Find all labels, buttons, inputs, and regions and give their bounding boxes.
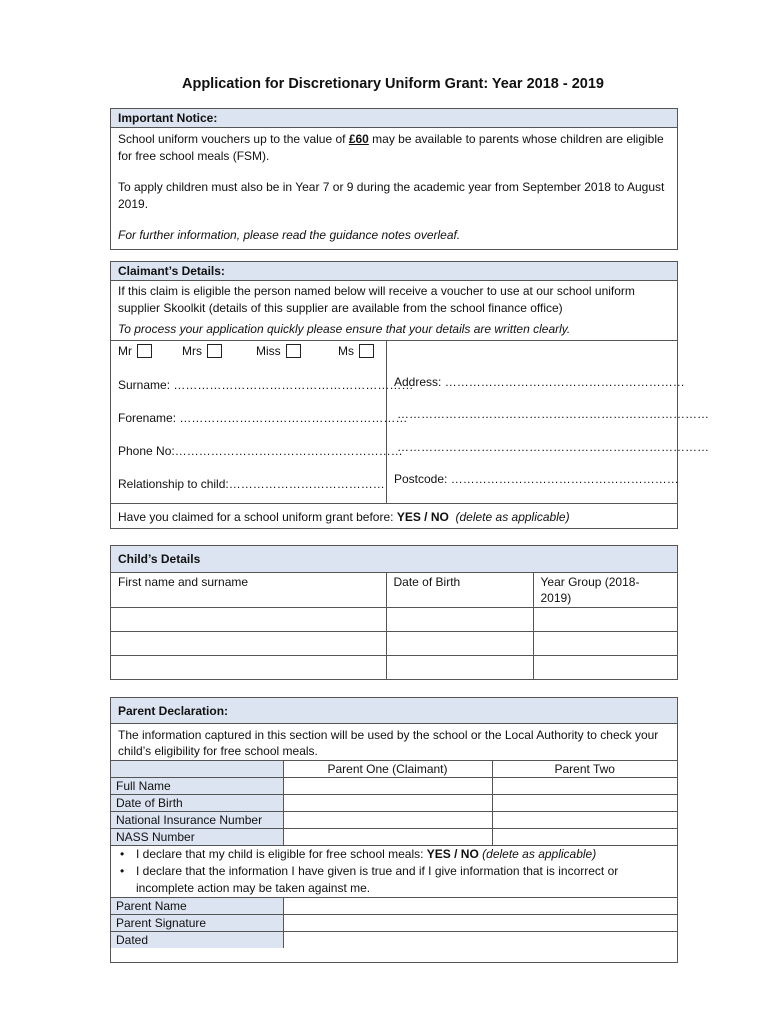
parent-two-nass-number[interactable] [492, 829, 677, 846]
child-dob-cell[interactable] [386, 608, 533, 632]
fsm-eligibility-statement [118, 846, 672, 863]
child-year-cell[interactable] [533, 656, 677, 680]
parent-two-ni-number[interactable] [492, 812, 677, 829]
title-miss [256, 344, 301, 358]
declaration-bullets-cell [111, 846, 677, 898]
parent-one-dob[interactable] [283, 795, 492, 812]
table-row [111, 898, 677, 915]
parent-name-label: Parent Name [111, 898, 283, 915]
notice-p1-text-end: may be available to parents whose children are eligible for free school meals (FSM). [118, 132, 664, 163]
child-heading: Child’s Details [111, 546, 677, 573]
claimant-intro-text: If this claim is eligible the person named below will receive a voucher to use at our school uniform supplier Skoolkit (details of this supplier are available from the school finance office) [118, 284, 635, 315]
child-details-section [110, 545, 678, 680]
dated-label: Dated [111, 932, 283, 949]
mrs-checkbox[interactable] [207, 344, 222, 358]
claimed-before-note: (delete as applicable) [455, 510, 570, 524]
address-field[interactable]: Address: …………………………………………………… [394, 375, 685, 389]
parent-two-header: Parent Two [492, 761, 677, 778]
title-miss-label: Miss [256, 344, 281, 358]
parent-table-corner [111, 761, 283, 778]
col-year-header: Year Group (2018-2019) [533, 573, 677, 608]
parent-two-full-name[interactable] [492, 778, 677, 795]
table-row [111, 915, 677, 932]
claimed-before-text: Have you claimed for a school uniform grant before: [118, 510, 397, 524]
forename-field[interactable]: Forename: ………………………………………………… [118, 411, 408, 425]
table-row [111, 656, 677, 680]
declaration-info: The information captured in this section will be used by the school or the Local Authority to check your child’s eligibility for free school meals. [111, 724, 677, 761]
parent-table [111, 761, 677, 948]
title-mrs [182, 344, 222, 358]
parent-one-full-name[interactable] [283, 778, 492, 795]
claimed-before-question [111, 504, 677, 530]
table-row [111, 608, 677, 632]
phone-field[interactable]: Phone No:………………………………………………… [118, 444, 403, 458]
claimant-fields [111, 341, 709, 504]
declaration-bullets-row [111, 846, 677, 898]
fsm-statement-text: I declare that my child is eligible for free school meals: [136, 847, 427, 861]
child-name-cell[interactable] [111, 656, 386, 680]
claimant-heading: Claimant’s Details: [111, 262, 677, 281]
child-table [111, 573, 677, 680]
ms-checkbox[interactable] [359, 344, 374, 358]
child-dob-cell[interactable] [386, 632, 533, 656]
parent-signature-field[interactable] [283, 915, 677, 932]
mr-checkbox[interactable] [137, 344, 152, 358]
parent-signature-label: Parent Signature [111, 915, 283, 932]
parent-name-field[interactable] [283, 898, 677, 915]
child-table-header [111, 573, 677, 608]
declaration-bullets [111, 846, 677, 897]
important-notice-section [110, 108, 678, 250]
child-year-cell[interactable] [533, 608, 677, 632]
miss-checkbox[interactable] [286, 344, 301, 358]
surname-field[interactable]: Surname: …………………………………………………… [118, 378, 414, 392]
title-mr-label: Mr [118, 344, 132, 358]
title-ms [338, 344, 374, 358]
nass-number-label: NASS Number [111, 829, 283, 846]
parent-one-nass-number[interactable] [283, 829, 492, 846]
notice-paragraph-2: To apply children must also be in Year 7 or 9 during the academic year from September 2018 to August 2019. [118, 180, 665, 211]
child-year-cell[interactable] [533, 632, 677, 656]
declaration-heading: Parent Declaration: [111, 698, 677, 724]
fsm-note: (delete as applicable) [482, 847, 597, 861]
parent-one-ni-number[interactable] [283, 812, 492, 829]
table-row [111, 632, 677, 656]
notice-paragraph-1 [111, 131, 677, 165]
relationship-field[interactable]: Relationship to child:………………………………… [118, 477, 385, 491]
postcode-field[interactable]: Postcode: ………………………………………………… [394, 472, 679, 486]
parent-declaration-section [110, 697, 678, 963]
address-line-2[interactable]: …………………………………………………………………… [397, 407, 709, 421]
table-row [111, 778, 677, 795]
truth-statement: • I declare that the information I have given is true and if I give information that is incorrect or incomplete action may be taken against me. [118, 863, 672, 897]
table-row [111, 812, 677, 829]
page-title: Application for Discretionary Uniform Grant: Year 2018 - 2019 [182, 76, 604, 92]
fsm-yes-no[interactable]: YES / NO [426, 847, 479, 861]
claimed-before-yes-no[interactable]: YES / NO [396, 510, 449, 524]
notice-p1-text: School uniform vouchers up to the value of [118, 132, 349, 146]
table-row [111, 795, 677, 812]
title-mr [118, 344, 152, 358]
table-row [111, 829, 677, 846]
voucher-amount: £60 [348, 132, 369, 146]
full-name-label: Full Name [111, 778, 283, 795]
parent-table-header [111, 761, 677, 778]
dated-field[interactable] [283, 932, 677, 949]
col-dob-header: Date of Birth [386, 573, 533, 608]
child-name-cell[interactable] [111, 632, 386, 656]
notice-paragraph-3: For further information, please read the guidance notes overleaf. [118, 228, 461, 242]
child-dob-cell[interactable] [386, 656, 533, 680]
table-row [111, 932, 677, 949]
claimant-intro [111, 281, 677, 341]
notice-heading: Important Notice: [111, 109, 677, 128]
claimant-details-section [110, 261, 709, 529]
col-name-header: First name and surname [111, 573, 386, 608]
address-line-3[interactable]: …………………………………………………………………… [397, 440, 709, 454]
claimant-intro-italic: To process your application quickly please ensure that your details are written clearly. [118, 322, 571, 336]
parent-one-header: Parent One (Claimant) [283, 761, 492, 778]
child-name-cell[interactable] [111, 608, 386, 632]
title-mrs-label: Mrs [182, 344, 202, 358]
ni-number-label: National Insurance Number [111, 812, 283, 829]
dob-label: Date of Birth [111, 795, 283, 812]
parent-two-dob[interactable] [492, 795, 677, 812]
title-ms-label: Ms [338, 344, 354, 358]
